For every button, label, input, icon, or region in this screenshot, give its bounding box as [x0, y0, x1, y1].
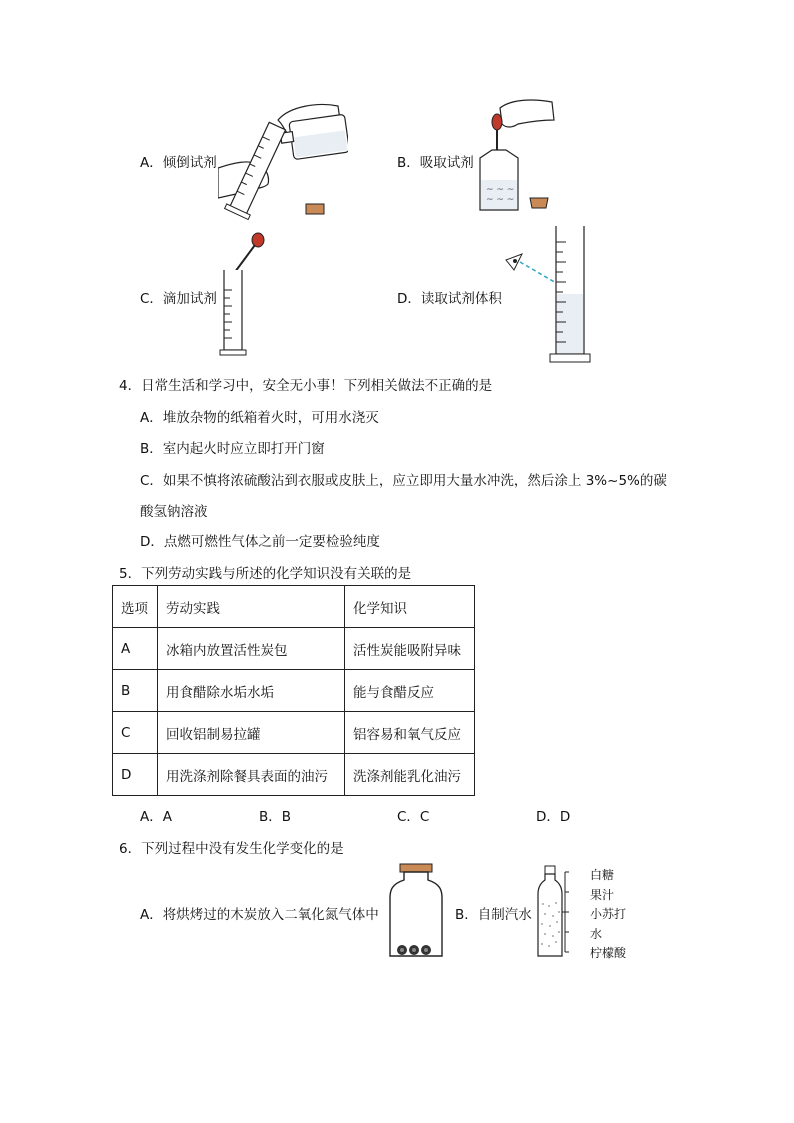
- table-cell: 铝容易和氧气反应: [345, 712, 475, 754]
- pouring-reagent-figure: [218, 98, 348, 220]
- q4-option-c-line1: C．如果不慎将浓硫酸沾到衣服或皮肤上，应立即用大量水冲洗，然后涂上 3%~5%的碳: [140, 473, 667, 489]
- q5-option-c: C．C: [397, 809, 430, 825]
- reading-volume-figure: [500, 222, 600, 367]
- q6-option-a: A．将烘烤过的木炭放入二氧化氮气体中: [140, 907, 379, 923]
- charcoal-jar-figure: [386, 862, 446, 960]
- bottle-label-baking-soda: 小苏打: [590, 907, 627, 921]
- table-cell: C: [113, 712, 158, 754]
- table-cell: 用洗涤剂除餐具表面的油污: [158, 754, 345, 796]
- bottle-label-citric-acid: 柠檬酸: [590, 946, 627, 960]
- q4-option-d: D．点燃可燃性气体之前一定要检验纯度: [140, 534, 380, 550]
- q5-option-b: B．B: [259, 809, 292, 825]
- q4-stem: 4．日常生活和学习中，安全无小事！下列相关做法不正确的是: [119, 378, 493, 394]
- q3-option-d: D．读取试剂体积: [397, 291, 502, 307]
- table-cell: 冰箱内放置活性炭包: [158, 628, 345, 670]
- table-row: [113, 754, 475, 796]
- table-header-cell: 选项: [113, 586, 158, 628]
- q4-option-b: B．室内起火时应立即打开门窗: [140, 441, 325, 457]
- q5-stem: 5．下列劳动实践与所述的化学知识没有关联的是: [119, 566, 412, 582]
- q4-option-a: A．堆放杂物的纸箱着火时，可用水浇灭: [140, 410, 379, 426]
- bottle-label-sugar: 白糖: [590, 868, 615, 882]
- table-header-row: [113, 586, 475, 628]
- q3-option-b: B．吸取试剂: [397, 155, 474, 171]
- table-row: [113, 628, 475, 670]
- table-header-cell: 劳动实践: [158, 586, 345, 628]
- soda-bottle-figure: [535, 864, 595, 960]
- q5-table: [112, 585, 475, 796]
- table-cell: 用食醋除水垢水垢: [158, 670, 345, 712]
- table-row: [113, 712, 475, 754]
- table-cell: 回收铝制易拉罐: [158, 712, 345, 754]
- q5-option-a: A．A: [140, 809, 172, 825]
- bottle-label-water: 水: [590, 927, 603, 941]
- table-cell: D: [113, 754, 158, 796]
- table-cell: 能与食醋反应: [345, 670, 475, 712]
- q6-stem: 6．下列过程中没有发生化学变化的是: [119, 841, 344, 857]
- q3-option-a: A．倾倒试剂: [140, 155, 217, 171]
- table-cell: 洗涤剂能乳化油污: [345, 754, 475, 796]
- q3-option-c: C．滴加试剂: [140, 291, 217, 307]
- table-cell: 活性炭能吸附异味: [345, 628, 475, 670]
- q5-option-d: D．D: [536, 809, 571, 825]
- adding-reagent-figure: [218, 230, 268, 358]
- table-cell: B: [113, 670, 158, 712]
- drawing-reagent-figure: [470, 98, 560, 218]
- svg-text:~ ~ ~: ~ ~ ~: [486, 185, 515, 195]
- q6-option-b: B．自制汽水: [455, 907, 532, 923]
- table-row: [113, 670, 475, 712]
- bottle-label-juice: 果汁: [590, 888, 615, 902]
- table-header-cell: 化学知识: [345, 586, 475, 628]
- svg-text:~ ~ ~: ~ ~ ~: [486, 195, 515, 205]
- q4-option-c-line2: 酸氢钠溶液: [140, 504, 208, 520]
- table-cell: A: [113, 628, 158, 670]
